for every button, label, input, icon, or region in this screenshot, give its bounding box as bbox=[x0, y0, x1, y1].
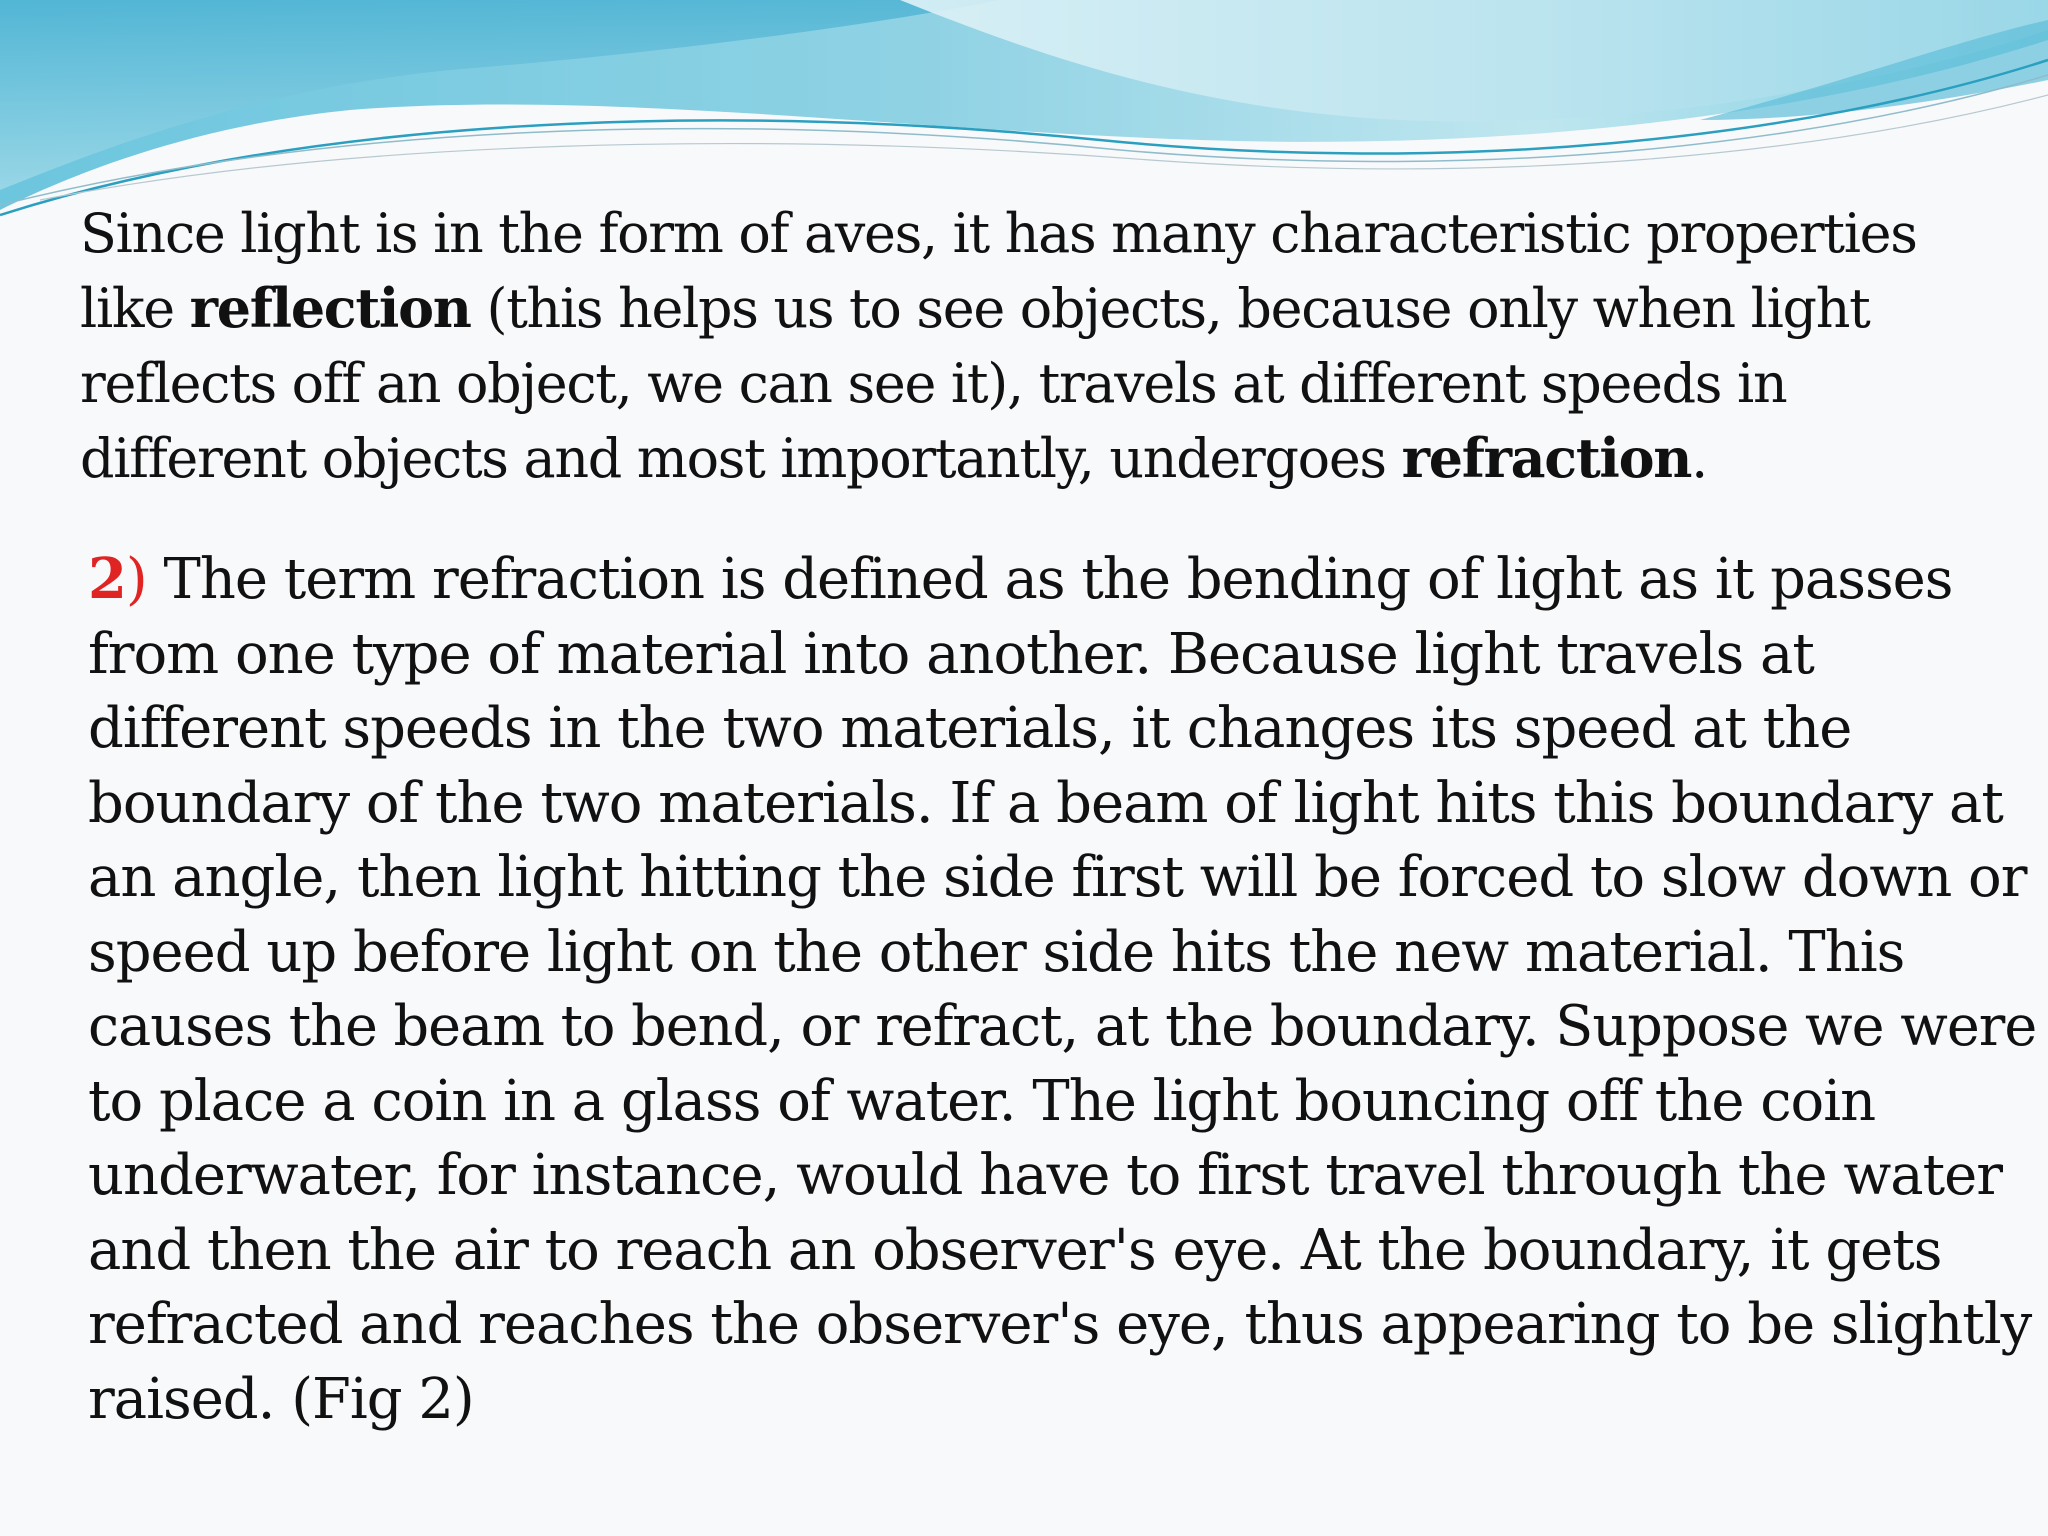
paragraph-refraction-line-1 bbox=[88, 542, 2036, 618]
list-number: 2 bbox=[88, 546, 126, 612]
paragraph-intro-line-2 bbox=[80, 271, 2036, 346]
paragraph-refraction-line-12: raised. (Fig 2) bbox=[88, 1366, 474, 1432]
paragraph-refraction-line-5: an angle, then light hitting the side first will be forced to slow down or bbox=[88, 845, 2027, 910]
paragraph-intro bbox=[80, 196, 2040, 496]
paragraph-intro-line-1: Since light is in the form of aves, it has many characteristic properties bbox=[80, 202, 1917, 265]
text-segment: The term refraction is defined as the bending of light as it passes bbox=[146, 547, 1953, 612]
paragraph-refraction-line-3: different speeds in the two materials, it changes its speed at the bbox=[88, 696, 1852, 761]
term-refraction: refraction bbox=[1401, 426, 1692, 490]
text-segment: (this helps us to see objects, because only when light bbox=[470, 277, 1870, 340]
term-reflection: reflection bbox=[189, 276, 471, 340]
paragraph-refraction-line-10: and then the air to reach an observer's eye. At the boundary, it gets bbox=[88, 1217, 1942, 1283]
list-number-paren: ) bbox=[125, 547, 147, 612]
paragraph-refraction-line-2: from one type of material into another. Because light travels at bbox=[88, 621, 1814, 687]
paragraph-refraction-line-8: to place a coin in a glass of water. The light bouncing off the coin bbox=[88, 1068, 1876, 1134]
paragraph-refraction-line-4: boundary of the two materials. If a beam of light hits this boundary at bbox=[88, 770, 2003, 836]
text-segment: like bbox=[80, 277, 190, 340]
paragraph-refraction-definition bbox=[88, 542, 2038, 1437]
paragraph-intro-line-3: reflects off an object, we can see it), travels at different speeds in bbox=[80, 352, 1787, 415]
paragraph-refraction-line-9: underwater, for instance, would have to first travel through the water bbox=[88, 1143, 2002, 1208]
text-segment: different objects and most importantly, undergoes bbox=[80, 427, 1402, 490]
paragraph-refraction-line-6: speed up before light on the other side hits the new material. This bbox=[88, 919, 1905, 985]
text-segment: . bbox=[1691, 427, 1707, 490]
paragraph-refraction-line-11: refracted and reaches the observer's eye, thus appearing to be slightly bbox=[88, 1292, 2032, 1357]
paragraph-refraction-line-7: causes the beam to bend, or refract, at the boundary. Suppose we were bbox=[88, 994, 2037, 1059]
paragraph-intro-line-4 bbox=[80, 421, 2036, 496]
